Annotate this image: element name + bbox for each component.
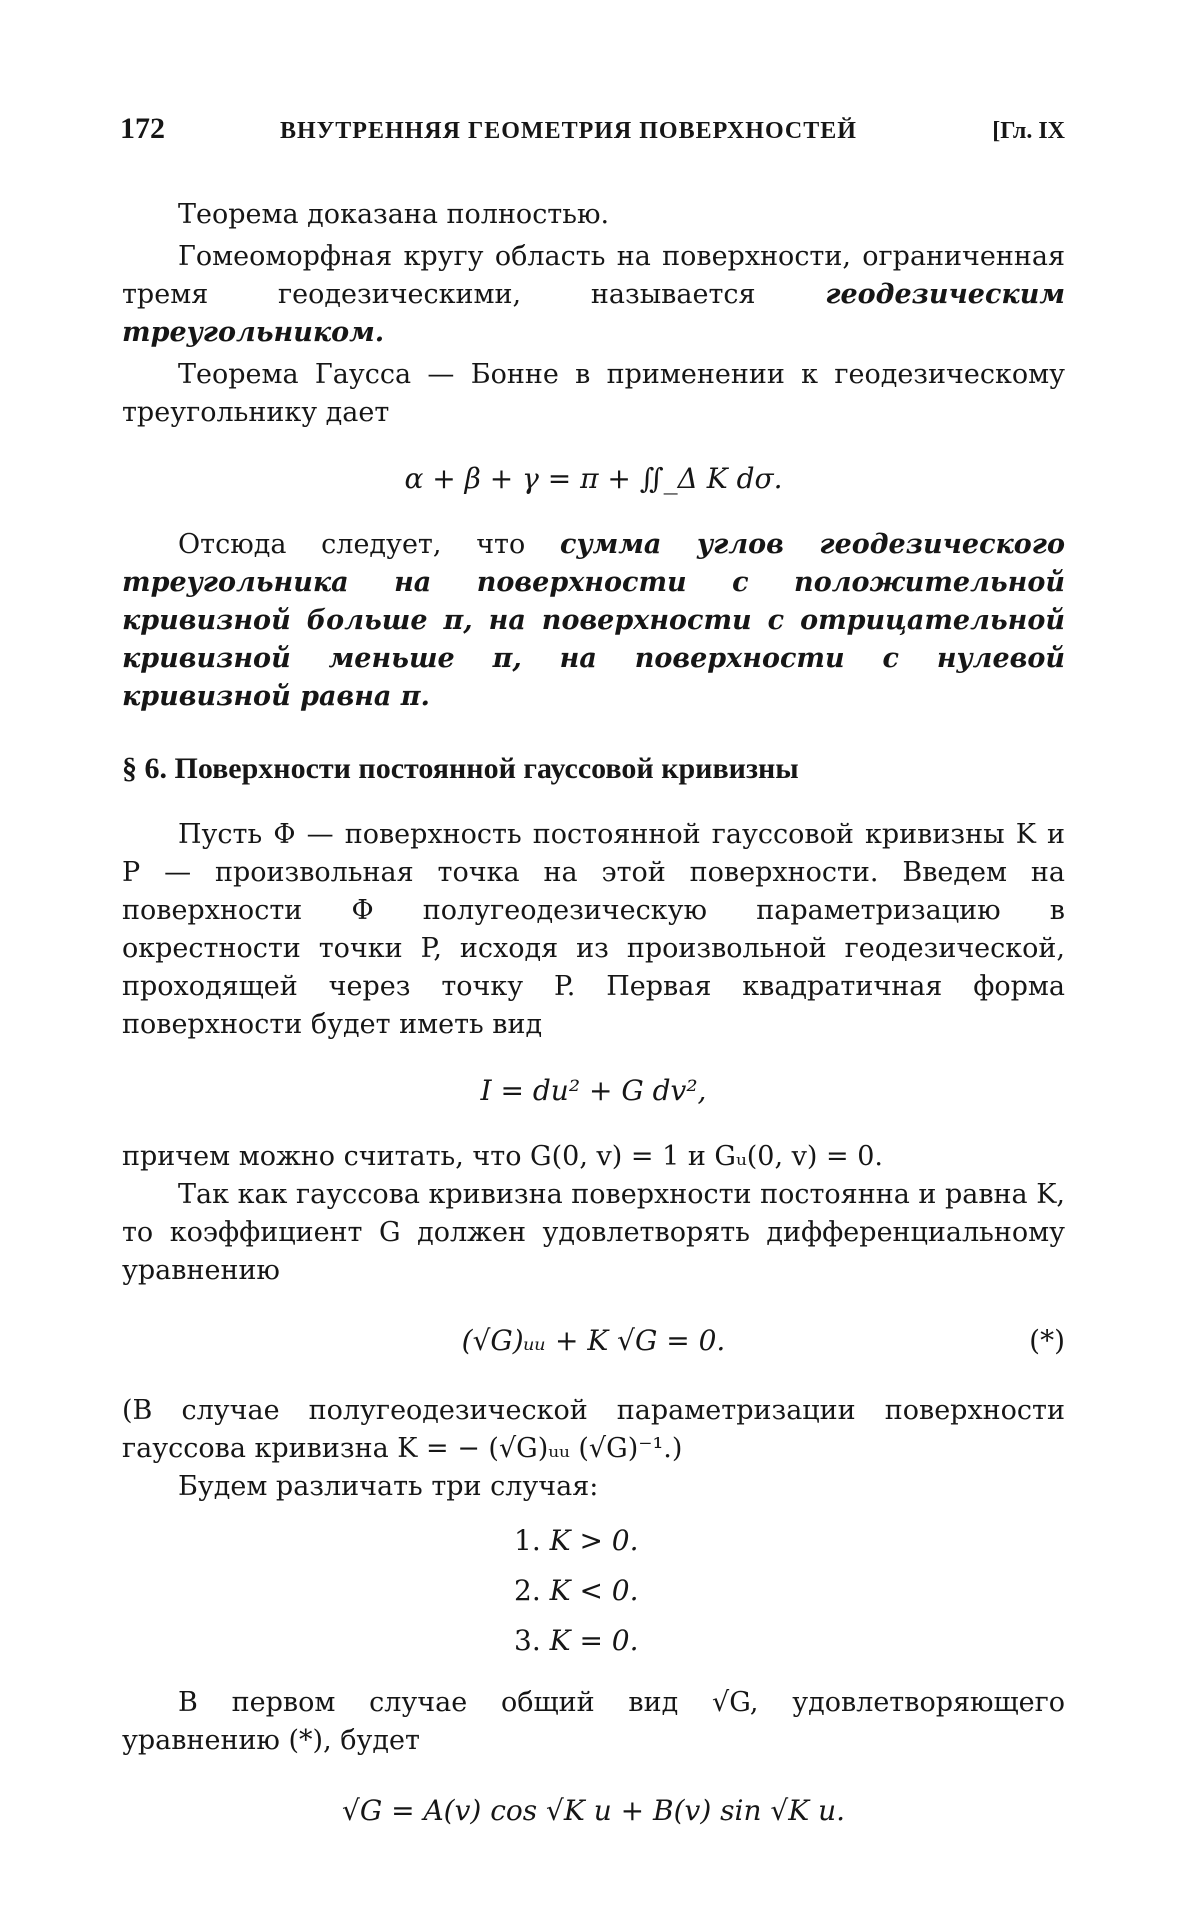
paragraph: В первом случае общий вид √G, удовлетворяющего уравнению (*), будет — [122, 1687, 1065, 1756]
italic-term: геодезическим треугольником. — [122, 279, 1065, 348]
cases-list — [122, 1516, 1065, 1666]
paragraph: причем можно считать, что G(0, v) = 1 и Gᵤ(0, v) = 0. — [122, 1141, 883, 1172]
item-number: 3. — [514, 1624, 541, 1657]
formula-diff-equation — [122, 1308, 1065, 1374]
list-item — [122, 1616, 1065, 1666]
section-heading: § 6. Поверхности постоянной гауссовой кривизны — [122, 752, 799, 785]
paragraph: Так как гауссова кривизна поверхности постоянна и равна K, то коэффициент G должен удовлетворять дифференциальному уравнению — [122, 1179, 1065, 1286]
list-item — [122, 1566, 1065, 1616]
paragraph — [122, 238, 1065, 352]
paragraph — [122, 526, 1065, 716]
item-text: K = 0. — [549, 1624, 639, 1657]
page-header — [120, 112, 1065, 152]
paragraph: (В случае полугеодезической параметризации поверхности гауссова кривизна K = − (√G)ᵤᵤ (√G)⁻¹.) — [122, 1395, 1065, 1464]
formula-gauss-bonnet: α + β + γ = π + ∬_Δ K dσ. — [404, 462, 783, 495]
text: Гомеоморфная кругу область на поверхности, ограниченная тремя геодезическими, называется — [122, 241, 1065, 310]
item-text: K < 0. — [549, 1574, 639, 1607]
list-item — [122, 1516, 1065, 1566]
text: Отсюда следует, что — [178, 529, 560, 560]
chapter-marker: [Гл. IX — [992, 118, 1065, 144]
formula-first-form: I = du² + G dv², — [480, 1074, 707, 1107]
paragraph: Теорема Гаусса — Бонне в применении к геодезическому треугольнику дает — [122, 359, 1065, 428]
page-number: 172 — [120, 112, 165, 145]
equation-tag: (*) — [1029, 1324, 1065, 1357]
item-number: 1. — [514, 1524, 541, 1557]
paragraph: Пусть Φ — поверхность постоянной гауссовой кривизны K и P — произвольная точка на этой поверхности. Введем на поверхности Φ полугеодезическую параметризацию в окрестности точки P, исходя из произвольной геодезической, проходящей через точку P. Первая квадратичная форма поверхности будет иметь вид — [122, 819, 1065, 1040]
formula-text: (√G)ᵤᵤ + K √G = 0. — [461, 1324, 726, 1357]
italic-statement: сумма углов геодезического треугольника на поверхности с положительной кривизной больше π, на поверхности с отрицательной кривизной меньше π, на поверхности с нулевой кривизной равна π. — [122, 529, 1065, 712]
paragraph: Будем различать три случая: — [178, 1471, 599, 1502]
item-text: K > 0. — [549, 1524, 639, 1557]
paragraph: Теорема доказана полностью. — [178, 199, 610, 230]
page-body — [122, 196, 1065, 1862]
item-number: 2. — [514, 1574, 541, 1607]
formula-solution: √G = A(v) cos √K u + B(v) sin √K u. — [341, 1794, 845, 1827]
running-title: ВНУТРЕННЯЯ ГЕОМЕТРИЯ ПОВЕРХНОСТЕЙ — [280, 118, 857, 144]
